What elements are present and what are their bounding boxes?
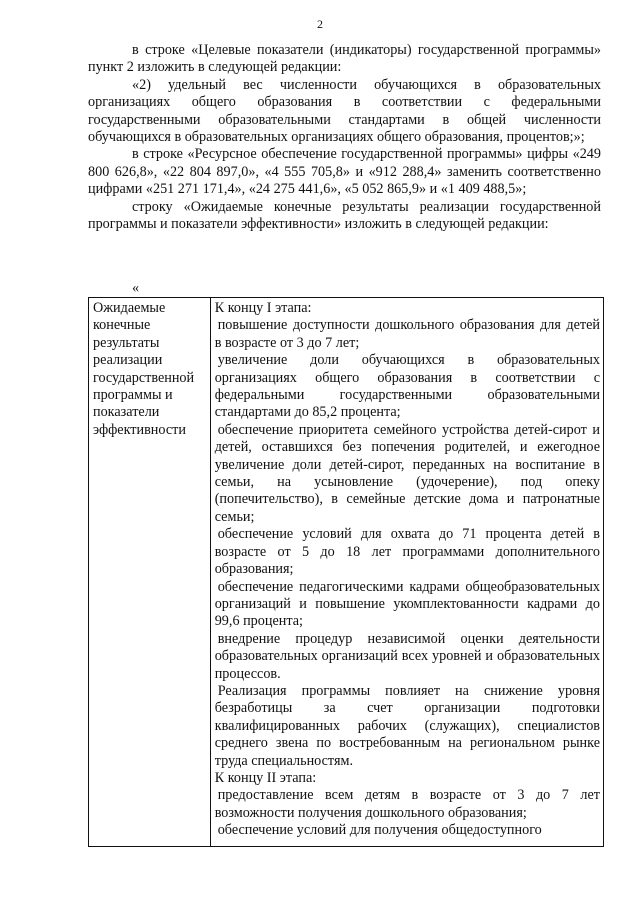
stage-heading: К концу I этапа: xyxy=(214,300,312,316)
paragraph-resource-figures: в строке «Ресурсное обеспечение государственной программы» цифры «249 800 626,8», «22 804 897,0», «4 555 705,8» и «912 288,4» заменить соответственно цифрами «251 271 171,4», «24 275 441,6», «5 052 865,9» и «1 409 488,5»; xyxy=(88,146,601,198)
paragraph-expected-results: строку «Ожидаемые конечные результаты реализации государственной программы и показатели эффективности» изложить в следующей редакции: xyxy=(88,198,601,233)
paragraph-indicator-2: «2) удельный вес численности обучающихся в образовательных организациях общего образования в соответствии с федеральными государственными образовательными стандартами в общей численности обучающихся в образовательных организациях общего образования, процентов;»; xyxy=(88,76,601,146)
page-number: 2 xyxy=(317,17,323,31)
opening-quote: « xyxy=(132,280,140,296)
list-item: Реализация программы повлияет на снижение уровня безработицы за счет организации подготовки квалифицированных рабочих (служащих), специалистов среднего звена по востребованным на региональном рынке труда специальностям. xyxy=(214,682,600,769)
list-item: обеспечение условий для получения общедоступного xyxy=(217,822,542,839)
list-item: обеспечение педагогическими кадрами общеобразовательных организаций и повышение укомплектованности кадрами до 99,6 процента; xyxy=(214,578,600,630)
document-body xyxy=(88,42,601,233)
paragraph-target-indicators: в строке «Целевые показатели (индикаторы) государственной программы» пункт 2 изложить в следующей редакции: xyxy=(88,42,601,76)
list-item: предоставление всем детям в возрасте от 3 до 7 лет возможности получения дошкольного образования; xyxy=(214,787,600,821)
expected-results-table xyxy=(88,297,604,847)
table-row xyxy=(89,298,604,847)
list-item: внедрение процедур независимой оценки деятельности образовательных организаций всех уровней и образовательных процессов. xyxy=(214,630,600,682)
list-item: увеличение доли обучающихся в образовательных организациях общего образования в соответствии с федеральными государственными образовательными стандартами до 85,2 процента; xyxy=(214,352,600,421)
list-item: обеспечение условий для охвата до 71 процента детей в возрасте от 5 до 18 лет программами дополнительного образования; xyxy=(214,526,600,578)
list-item: повышение доступности дошкольного образования для детей в возрасте от 3 до 7 лет; xyxy=(214,317,600,351)
table-content-cell xyxy=(210,298,603,847)
list-item: обеспечение приоритета семейного устройства детей-сирот и детей, оставшихся без попечения родителей, и ежегодное увеличение доли детей-сирот, переданных на воспитание в семьи, на усыновление (удочерение), под опеку (попечительство), в семейные детские дома и патронатные семьи; xyxy=(214,421,600,525)
table-label-cell: Ожидаемые конечные результаты реализации государственной программы и показатели эффективности xyxy=(89,298,211,847)
stage-heading: К концу II этапа: xyxy=(214,769,317,786)
